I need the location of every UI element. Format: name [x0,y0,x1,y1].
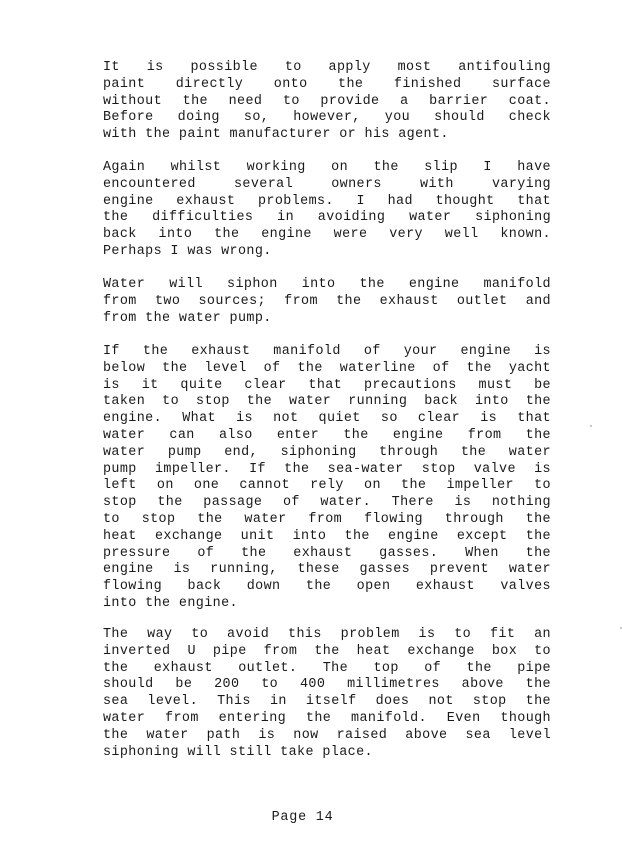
text-line: the exhaust outlet. The top of the pipe [103,660,551,676]
text-line: from the water pump. [103,310,272,326]
paragraph-siphon-sources [103,277,551,327]
text-line: Before doing so, however, you should check [103,110,551,126]
text-line: Perhaps I was wrong. [103,243,272,259]
text-line: The way to avoid this problem is to fit an [103,627,551,642]
scan-speck [590,425,592,427]
text-line: flowing back down the open exhaust valves [103,579,551,595]
text-line: is it quite clear that precautions must be [103,377,551,393]
paragraph-exhaust-problems [103,160,551,261]
text-line: heat exchange unit into the engine except the [103,528,551,544]
text-line: from two sources; from the exhaust outlet and [103,293,551,309]
text-line: inverted U pipe from the heat exchange box to [103,643,551,659]
text-line: pressure of the exhaust gasses. When the [103,545,551,561]
text-line: siphoning will still take place. [103,744,373,760]
text-line: water can also enter the engine from the [103,427,551,443]
text-line: water from entering the manifold. Even though [103,710,551,726]
text-line: engine exhaust problems. I had thought that [103,193,551,209]
text-line: taken to stop the water running back into the [103,394,551,410]
text-line: the difficulties in avoiding water siphoning [103,210,551,226]
paragraph-exhaust-manifold [103,344,551,613]
text-line: with the paint manufacturer or his agent. [103,127,449,143]
text-line: paint directly onto the finished surface [103,76,551,92]
text-line: If the exhaust manifold of your engine is [103,344,551,359]
text-line: Water will siphon into the engine manifold [103,277,551,292]
text-line: into the engine. [103,595,238,611]
text-line: water pump end, siphoning through the water [103,444,551,460]
text-line: sea level. This in itself does not stop the [103,694,551,710]
text-line: below the level of the waterline of the yacht [103,360,551,376]
text-line: engine is running, these gasses prevent water [103,562,551,578]
page-number: Page 14 [271,810,334,825]
text-line: Again whilst working on the slip I have [103,160,551,175]
text-line: engine. What is not quiet so clear is that [103,411,551,427]
text-line: It is possible to apply most antifouling [103,60,551,75]
paragraph-inverted-u-pipe [103,627,551,761]
text-line: left on one cannot rely on the impeller to [103,478,551,494]
text-line: back into the engine were very well known. [103,227,551,243]
text-line: stop the passage of water. There is nothing [103,495,551,511]
text-line: the water path is now raised above sea level [103,727,551,743]
text-line: to stop the water from flowing through the [103,511,551,527]
text-line: without the need to provide a barrier coat. [103,93,551,109]
paragraph-antifouling [103,60,551,144]
text-line: should be 200 to 400 millimetres above the [103,677,551,693]
text-line: pump impeller. If the sea-water stop valve is [103,461,551,477]
text-line: encountered several owners with varying [103,176,551,192]
